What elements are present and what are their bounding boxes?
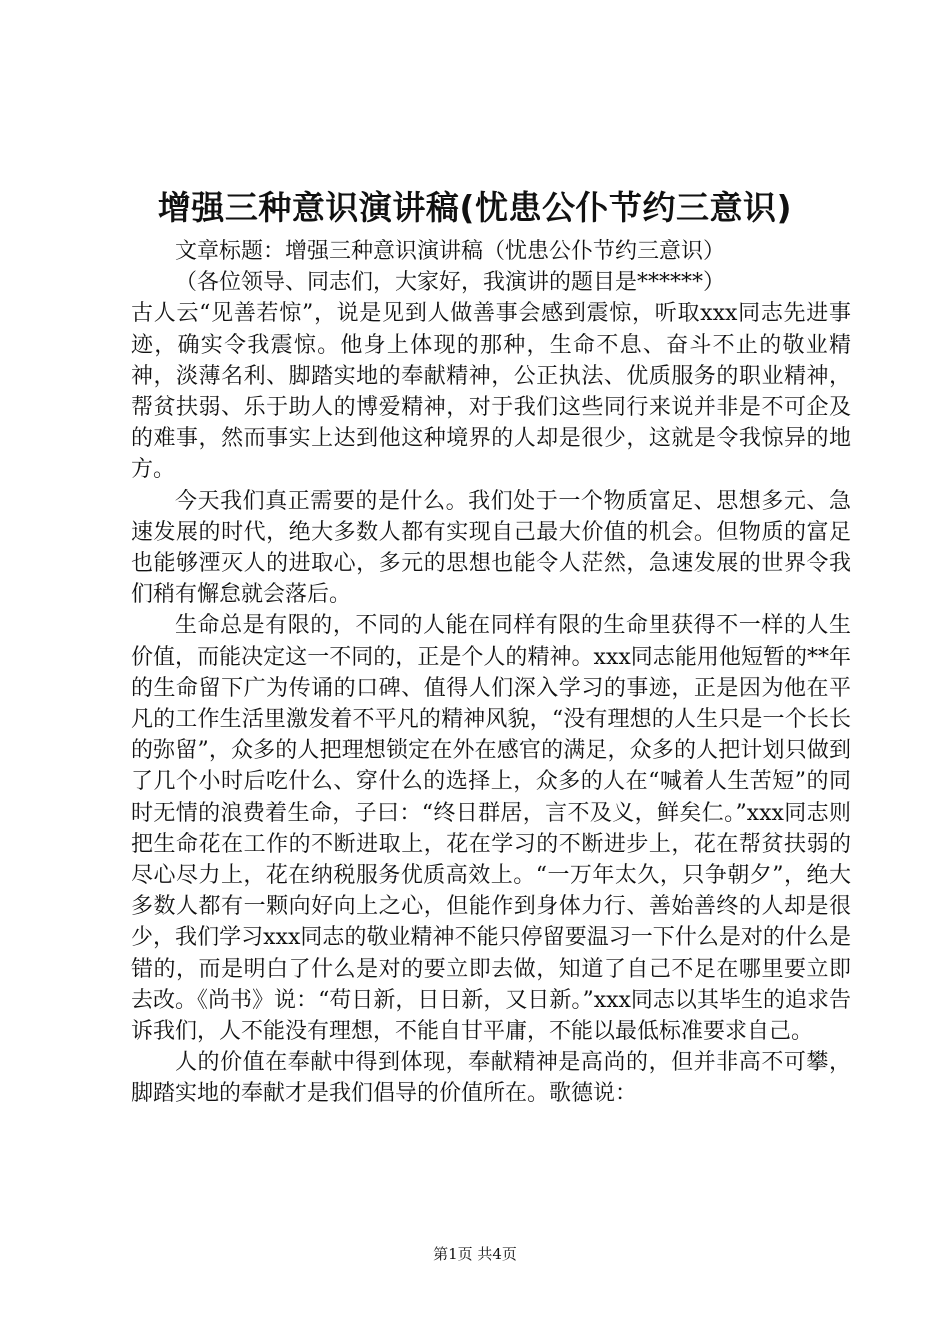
document-body bbox=[131, 236, 851, 1110]
body-paragraph: 古人云“见善若惊”，说是见到人做善事会感到震惊，听取xxx同志先进事迹，确实令我震惊。他身上体现的那种，生命不息、奋斗不止的敬业精神，淡薄名利、脚踏实地的奉献精神，公正执法、优质服务的职业精神，帮贫扶弱、乐于助人的博爱精神，对于我们这些同行来说并非是不可企及的难事，然而事实上达到他这种境界的人却是很少，这就是令我惊异的地方。 bbox=[131, 301, 851, 483]
document-title: 增强三种意识演讲稿(忧患公仆节约三意识) bbox=[157, 188, 793, 227]
page-footer: 第1页 共4页 bbox=[433, 1245, 517, 1263]
body-paragraph: 人的价值在奉献中得到体现，奉献精神是高尚的，但并非高不可攀，脚踏实地的奉献才是我们倡导的价值所在。歌德说： bbox=[131, 1050, 851, 1107]
article-heading-paragraph: 文章标题：增强三种意识演讲稿（忧患公仆节约三意识） bbox=[175, 239, 726, 264]
body-paragraph: 今天我们真正需要的是什么。我们处于一个物质富足、思想多元、急速发展的时代，绝大多数人都有实现自己最大价值的机会。但物质的富足也能够湮灭人的进取心，多元的思想也能令人茫然，急速发展的世界令我们稍有懈怠就会落后。 bbox=[131, 488, 851, 608]
greeting-paragraph: （各位领导、同志们，大家好，我演讲的题目是******） bbox=[175, 270, 726, 296]
body-paragraph: 生命总是有限的，不同的人能在同样有限的生命里获得不一样的人生价值，而能决定这一不同的，正是个人的精神。xxx同志能用他短暂的**年的生命留下广为传诵的口碑、值得人们深入学习的事迹，正是因为他在平凡的工作生活里激发着不平凡的精神风貌，“没有理想的人生只是一个长长的弥留”，众多的人把理想锁定在外在感官的满足，众多的人把计划只做到了几个小时后吃什么、穿什么的选择上，众多的人在“喊着人生苦短”的同时无情的浪费着生命，子曰：“终日群居，言不及义，鲜矣仁。”xxx同志则把生命花在工作的不断进取上，花在学习的不断进步上，花在帮贫扶弱的尽心尽力上，花在纳税服务优质高效上。“一万年太久，只争朝夕”，绝大多数人都有一颗向好向上之心，但能作到身体力行、善始善终的人却是很少，我们学习xxx同志的敬业精神不能只停留要温习一下什么是对的什么是错的，而是明白了什么是对的要立即去做，知道了自己不足在哪里要立即去改。《尚书》说：“苟日新，日日新，又日新。”xxx同志以其毕生的追求告诉我们，人不能没有理想，不能自甘平庸，不能以最低标准要求自己。 bbox=[131, 613, 851, 1045]
